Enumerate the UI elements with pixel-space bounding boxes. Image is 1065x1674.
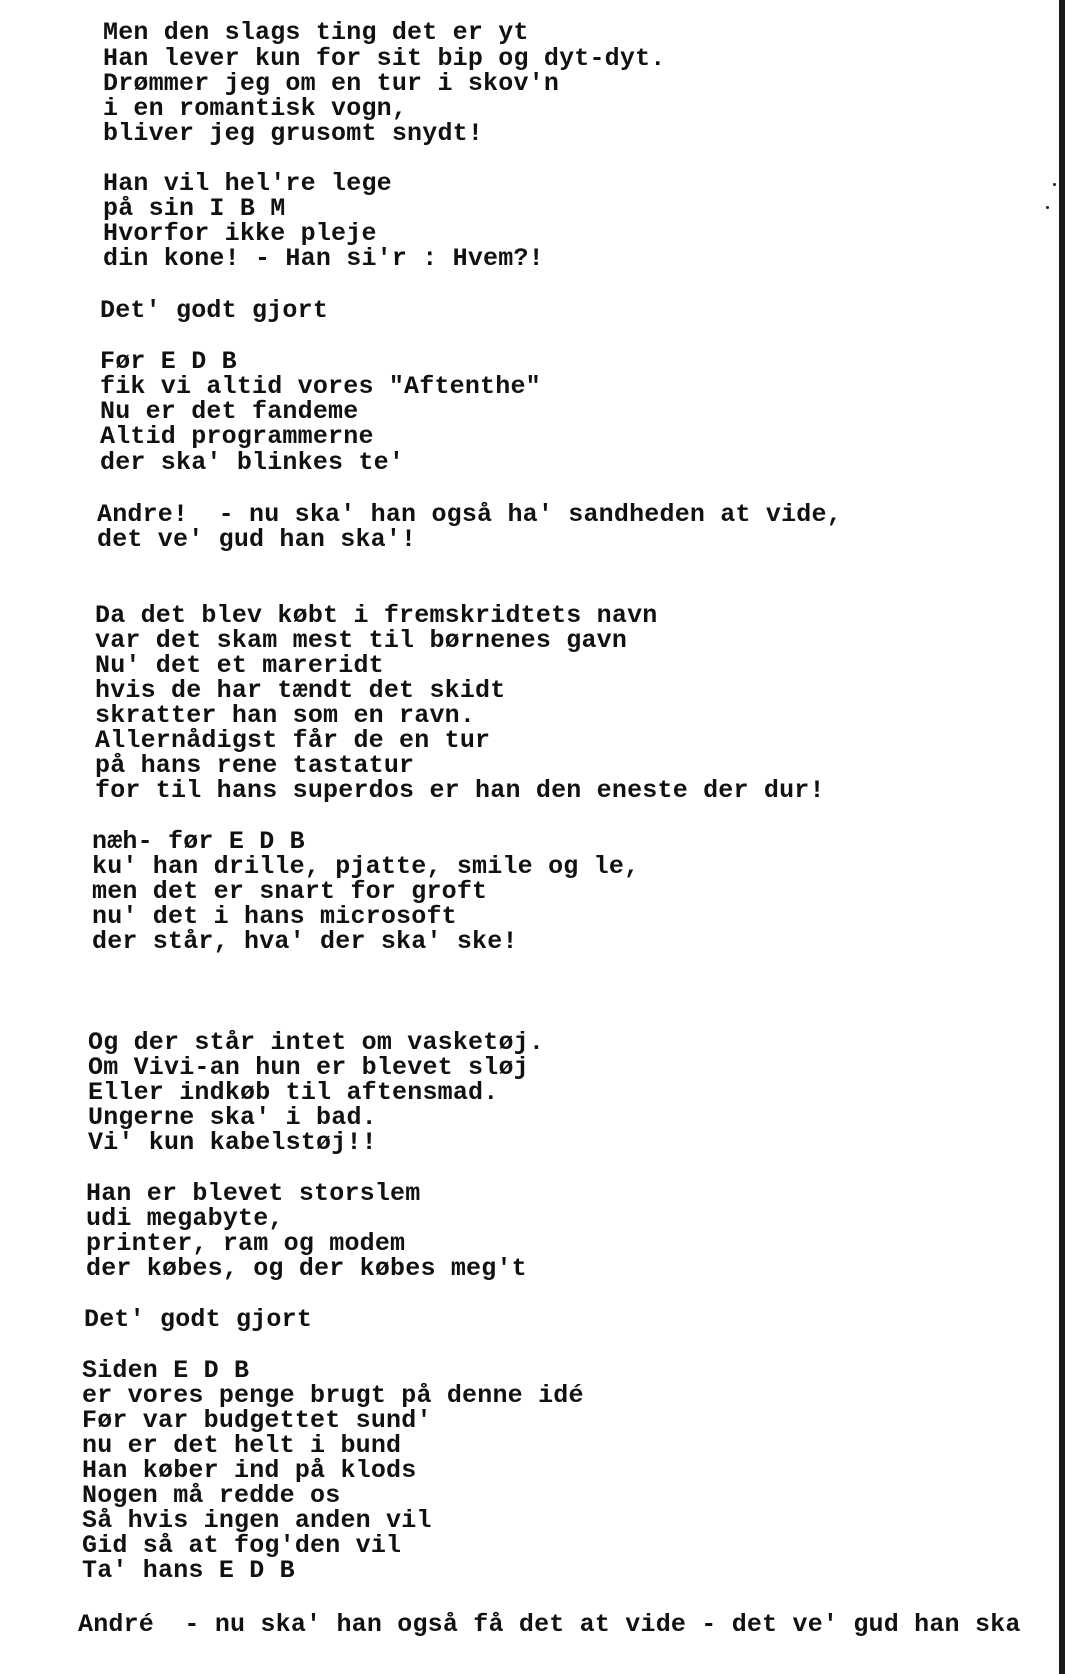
lyric-line: der står, hva' der ska' ske!: [92, 927, 518, 956]
lyric-line: for til hans superdos er han den eneste der dur!: [95, 776, 825, 805]
lyric-line: hvis de har tændt det skidt: [95, 676, 506, 705]
lyric-line: ku' han drille, pjatte, smile og le,: [92, 852, 640, 881]
lyric-line: skratter han som en ravn.: [95, 701, 476, 730]
lyric-line: Nogen må redde os: [82, 1481, 341, 1510]
lyric-line: Drømmer jeg om en tur i skov'n: [103, 69, 560, 98]
scan-speck: [1053, 183, 1056, 186]
lyric-line: næh- før E D B: [92, 827, 305, 856]
lyric-line: Han lever kun for sit bip og dyt-dyt.: [103, 44, 666, 73]
lyric-line: der købes, og der købes meg't: [86, 1254, 527, 1283]
lyric-line: Siden E D B: [82, 1356, 250, 1385]
lyric-line: Og der står intet om vasketøj.: [88, 1028, 545, 1057]
lyric-line: din kone! - Han si'r : Hvem?!: [103, 244, 544, 273]
lyric-line: Nu er det fandeme: [100, 397, 359, 426]
lyric-line: Det' godt gjort: [84, 1305, 313, 1334]
lyric-line: Det' godt gjort: [100, 296, 329, 325]
lyric-line: Ta' hans E D B: [82, 1556, 295, 1585]
lyric-line: nu' det i hans microsoft: [92, 902, 457, 931]
lyric-line: nu er det helt i bund: [82, 1431, 402, 1460]
scan-edge-shadow: [1059, 0, 1065, 1674]
lyric-line: fik vi altid vores "Aftenthe": [100, 372, 541, 401]
lyric-line: men det er snart for groft: [92, 877, 488, 906]
lyric-line: Han vil hel're lege: [103, 169, 392, 198]
lyric-line: Allernådigst får de en tur: [95, 726, 491, 755]
lyric-line: Ungerne ska' i bad.: [88, 1103, 377, 1132]
lyric-line: på sin I B M: [103, 194, 286, 223]
lyric-line: Nu' det et mareridt: [95, 651, 384, 680]
lyric-line: udi megabyte,: [86, 1204, 284, 1233]
lyric-line: Han er blevet storslem: [86, 1179, 421, 1208]
lyric-line: der ska' blinkes te': [100, 448, 405, 477]
lyric-line: Før var budgettet sund': [82, 1406, 432, 1435]
lyric-line: Gid så at fog'den vil: [82, 1531, 402, 1560]
lyric-line: det ve' gud han ska'!: [97, 525, 417, 554]
lyric-line: Hvorfor ikke pleje: [103, 219, 377, 248]
lyric-line: Eller indkøb til aftensmad.: [88, 1078, 499, 1107]
lyric-line: Så hvis ingen anden vil: [82, 1506, 432, 1535]
lyric-line: Vi' kun kabelstøj!!: [88, 1128, 377, 1157]
lyric-line: Men den slags ting det er yt: [103, 18, 529, 47]
lyric-line: Han køber ind på klods: [82, 1456, 417, 1485]
lyric-line: André - nu ska' han også få det at vide - det ve' gud han ska: [78, 1610, 1021, 1639]
lyric-line: er vores penge brugt på denne idé: [82, 1381, 584, 1410]
lyric-line: bliver jeg grusomt snydt!: [103, 119, 484, 148]
lyric-line: var det skam mest til børnenes gavn: [95, 626, 628, 655]
lyric-line: på hans rene tastatur: [95, 751, 415, 780]
lyric-line: Andre! - nu ska' han også ha' sandheden at vide,: [97, 500, 842, 529]
lyric-line: Altid programmerne: [100, 422, 374, 451]
lyric-line: i en romantisk vogn,: [103, 94, 408, 123]
lyric-line: printer, ram og modem: [86, 1229, 406, 1258]
lyric-line: Om Vivi-an hun er blevet sløj: [88, 1053, 529, 1082]
lyric-line: Da det blev købt i fremskridtets navn: [95, 601, 658, 630]
lyric-line: Før E D B: [100, 347, 237, 376]
scan-speck: [1046, 206, 1049, 209]
